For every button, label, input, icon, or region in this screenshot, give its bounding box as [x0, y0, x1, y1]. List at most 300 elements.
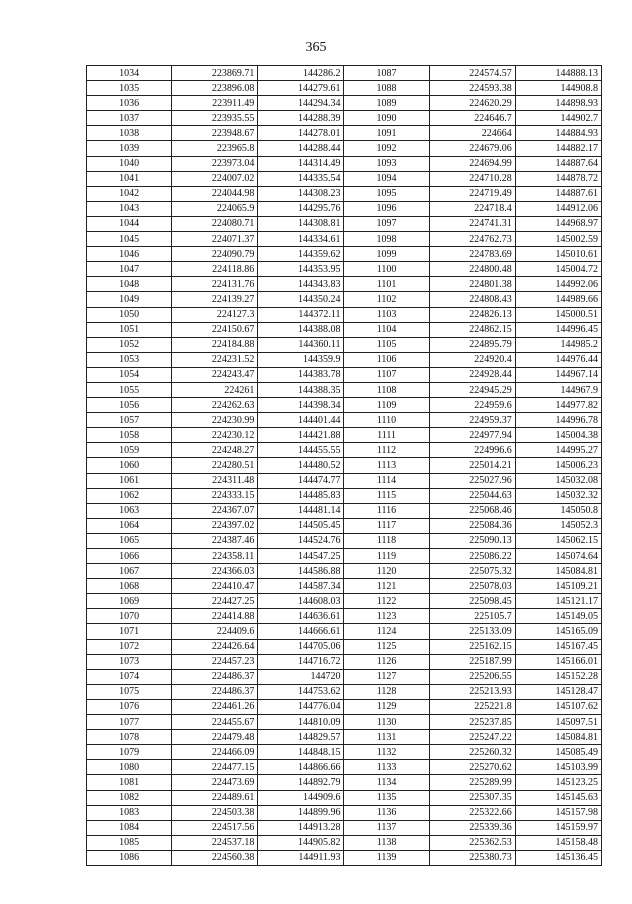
y-coordinate-left-cell: 144288.39	[258, 111, 344, 126]
table-row	[87, 564, 602, 579]
y-coordinate-right-cell: 145010.61	[515, 247, 601, 262]
table-row	[87, 156, 602, 171]
point-number-right-cell: 1134	[344, 775, 429, 790]
x-coordinate-left-cell: 224426.64	[172, 639, 258, 654]
y-coordinate-left-cell: 144720	[258, 669, 344, 684]
point-number-left-cell: 1036	[87, 96, 172, 111]
x-coordinate-left-cell: 224044.98	[172, 186, 258, 201]
table-row	[87, 186, 602, 201]
y-coordinate-left-cell: 144636.61	[258, 609, 344, 624]
y-coordinate-right-cell: 145032.08	[515, 473, 601, 488]
x-coordinate-right-cell: 225044.63	[429, 488, 515, 503]
point-number-left-cell: 1084	[87, 820, 172, 835]
point-number-left-cell: 1049	[87, 292, 172, 307]
table-row	[87, 533, 602, 548]
point-number-left-cell: 1073	[87, 654, 172, 669]
point-number-left-cell: 1070	[87, 609, 172, 624]
point-number-right-cell: 1087	[344, 66, 429, 81]
point-number-left-cell: 1063	[87, 503, 172, 518]
point-number-left-cell: 1052	[87, 337, 172, 352]
y-coordinate-left-cell: 144913.28	[258, 820, 344, 835]
y-coordinate-left-cell: 144334.61	[258, 232, 344, 247]
y-coordinate-left-cell: 144911.93	[258, 850, 344, 865]
point-number-right-cell: 1138	[344, 835, 429, 850]
table-row	[87, 111, 602, 126]
point-number-left-cell: 1081	[87, 775, 172, 790]
x-coordinate-right-cell: 225260.32	[429, 745, 515, 760]
point-number-left-cell: 1048	[87, 277, 172, 292]
point-number-right-cell: 1090	[344, 111, 429, 126]
y-coordinate-right-cell: 144989.66	[515, 292, 601, 307]
table-row	[87, 413, 602, 428]
x-coordinate-right-cell: 224783.69	[429, 247, 515, 262]
x-coordinate-right-cell: 225187.99	[429, 654, 515, 669]
point-number-left-cell: 1034	[87, 66, 172, 81]
y-coordinate-left-cell: 144308.81	[258, 216, 344, 231]
point-number-left-cell: 1044	[87, 216, 172, 231]
x-coordinate-left-cell: 224230.12	[172, 428, 258, 443]
y-coordinate-left-cell: 144899.96	[258, 805, 344, 820]
table-row	[87, 503, 602, 518]
x-coordinate-left-cell: 224486.37	[172, 669, 258, 684]
table-row	[87, 352, 602, 367]
x-coordinate-left-cell: 224262.63	[172, 398, 258, 413]
x-coordinate-left-cell: 224071.37	[172, 232, 258, 247]
y-coordinate-right-cell: 145123.25	[515, 775, 601, 790]
y-coordinate-left-cell: 144905.82	[258, 835, 344, 850]
point-number-left-cell: 1056	[87, 398, 172, 413]
y-coordinate-left-cell: 144398.34	[258, 398, 344, 413]
table-row	[87, 473, 602, 488]
table-row	[87, 307, 602, 322]
point-number-right-cell: 1113	[344, 458, 429, 473]
y-coordinate-left-cell: 144480.52	[258, 458, 344, 473]
point-number-left-cell: 1041	[87, 171, 172, 186]
y-coordinate-right-cell: 145136.45	[515, 850, 601, 865]
y-coordinate-left-cell: 144776.04	[258, 699, 344, 714]
y-coordinate-left-cell: 144278.01	[258, 126, 344, 141]
point-number-right-cell: 1097	[344, 216, 429, 231]
y-coordinate-right-cell: 145004.38	[515, 428, 601, 443]
y-coordinate-left-cell: 144372.11	[258, 307, 344, 322]
y-coordinate-right-cell: 145050.8	[515, 503, 601, 518]
y-coordinate-right-cell: 144884.93	[515, 126, 601, 141]
table-row	[87, 654, 602, 669]
y-coordinate-right-cell: 145084.81	[515, 564, 601, 579]
y-coordinate-right-cell: 145000.51	[515, 307, 601, 322]
point-number-right-cell: 1114	[344, 473, 429, 488]
y-coordinate-left-cell: 144455.55	[258, 443, 344, 458]
y-coordinate-right-cell: 144902.7	[515, 111, 601, 126]
y-coordinate-left-cell: 144401.44	[258, 413, 344, 428]
y-coordinate-right-cell: 144968.97	[515, 216, 601, 231]
table-row	[87, 549, 602, 564]
x-coordinate-left-cell: 224473.69	[172, 775, 258, 790]
point-number-right-cell: 1119	[344, 549, 429, 564]
point-number-left-cell: 1083	[87, 805, 172, 820]
table-row	[87, 277, 602, 292]
point-number-right-cell: 1121	[344, 579, 429, 594]
point-number-right-cell: 1131	[344, 730, 429, 745]
point-number-left-cell: 1046	[87, 247, 172, 262]
x-coordinate-right-cell: 225237.85	[429, 715, 515, 730]
point-number-left-cell: 1054	[87, 367, 172, 382]
x-coordinate-right-cell: 225247.22	[429, 730, 515, 745]
point-number-right-cell: 1126	[344, 654, 429, 669]
y-coordinate-left-cell: 144586.88	[258, 564, 344, 579]
table-row	[87, 201, 602, 216]
x-coordinate-right-cell: 225090.13	[429, 533, 515, 548]
y-coordinate-right-cell: 145074.64	[515, 549, 601, 564]
point-number-left-cell: 1059	[87, 443, 172, 458]
point-number-right-cell: 1093	[344, 156, 429, 171]
point-number-right-cell: 1091	[344, 126, 429, 141]
y-coordinate-left-cell: 144294.34	[258, 96, 344, 111]
y-coordinate-left-cell: 144314.49	[258, 156, 344, 171]
x-coordinate-right-cell: 224620.29	[429, 96, 515, 111]
x-coordinate-right-cell: 224719.49	[429, 186, 515, 201]
x-coordinate-right-cell: 224959.6	[429, 398, 515, 413]
point-number-left-cell: 1066	[87, 549, 172, 564]
x-coordinate-left-cell: 224231.52	[172, 352, 258, 367]
x-coordinate-left-cell: 223935.55	[172, 111, 258, 126]
y-coordinate-right-cell: 144967.14	[515, 367, 601, 382]
x-coordinate-right-cell: 225221.8	[429, 699, 515, 714]
x-coordinate-right-cell: 225105.7	[429, 609, 515, 624]
x-coordinate-left-cell: 224457.23	[172, 654, 258, 669]
x-coordinate-right-cell: 224996.6	[429, 443, 515, 458]
y-coordinate-left-cell: 144288.44	[258, 141, 344, 156]
y-coordinate-left-cell: 144810.09	[258, 715, 344, 730]
x-coordinate-left-cell: 224517.56	[172, 820, 258, 835]
x-coordinate-left-cell: 224479.48	[172, 730, 258, 745]
x-coordinate-right-cell: 225086.22	[429, 549, 515, 564]
y-coordinate-right-cell: 145084.81	[515, 730, 601, 745]
x-coordinate-right-cell: 224800.48	[429, 262, 515, 277]
y-coordinate-left-cell: 144343.83	[258, 277, 344, 292]
table-row	[87, 292, 602, 307]
point-number-left-cell: 1039	[87, 141, 172, 156]
x-coordinate-left-cell: 224427.25	[172, 594, 258, 609]
table-row	[87, 639, 602, 654]
point-number-right-cell: 1108	[344, 382, 429, 397]
y-coordinate-right-cell: 145103.99	[515, 760, 601, 775]
x-coordinate-left-cell: 224461.26	[172, 699, 258, 714]
table-row	[87, 458, 602, 473]
y-coordinate-right-cell: 145158.48	[515, 835, 601, 850]
table-row	[87, 835, 602, 850]
point-number-right-cell: 1112	[344, 443, 429, 458]
x-coordinate-right-cell: 224718.4	[429, 201, 515, 216]
y-coordinate-right-cell: 144996.45	[515, 322, 601, 337]
x-coordinate-left-cell: 223911.49	[172, 96, 258, 111]
x-coordinate-left-cell: 224387.46	[172, 533, 258, 548]
point-number-right-cell: 1098	[344, 232, 429, 247]
x-coordinate-right-cell: 224895.79	[429, 337, 515, 352]
table-row	[87, 488, 602, 503]
table-row	[87, 775, 602, 790]
point-number-left-cell: 1080	[87, 760, 172, 775]
point-number-left-cell: 1060	[87, 458, 172, 473]
point-number-right-cell: 1110	[344, 413, 429, 428]
y-coordinate-left-cell: 144705.06	[258, 639, 344, 654]
y-coordinate-left-cell: 144909.6	[258, 790, 344, 805]
point-number-left-cell: 1055	[87, 382, 172, 397]
y-coordinate-right-cell: 144967.9	[515, 382, 601, 397]
x-coordinate-right-cell: 224694.99	[429, 156, 515, 171]
x-coordinate-right-cell: 225075.32	[429, 564, 515, 579]
point-number-right-cell: 1095	[344, 186, 429, 201]
y-coordinate-left-cell: 144335.54	[258, 171, 344, 186]
y-coordinate-right-cell: 145085.49	[515, 745, 601, 760]
x-coordinate-left-cell: 224127.3	[172, 307, 258, 322]
point-number-left-cell: 1079	[87, 745, 172, 760]
y-coordinate-right-cell: 145166.01	[515, 654, 601, 669]
point-number-right-cell: 1107	[344, 367, 429, 382]
x-coordinate-left-cell: 224397.02	[172, 518, 258, 533]
y-coordinate-left-cell: 144359.9	[258, 352, 344, 367]
x-coordinate-right-cell: 224977.94	[429, 428, 515, 443]
x-coordinate-left-cell: 224333.15	[172, 488, 258, 503]
y-coordinate-right-cell: 145002.59	[515, 232, 601, 247]
y-coordinate-right-cell: 144995.27	[515, 443, 601, 458]
x-coordinate-left-cell: 223973.04	[172, 156, 258, 171]
x-coordinate-left-cell: 224489.61	[172, 790, 258, 805]
x-coordinate-left-cell: 224409.6	[172, 624, 258, 639]
y-coordinate-right-cell: 144908.8	[515, 81, 601, 96]
table-row	[87, 699, 602, 714]
table-row	[87, 715, 602, 730]
y-coordinate-left-cell: 144350.24	[258, 292, 344, 307]
point-number-left-cell: 1057	[87, 413, 172, 428]
y-coordinate-right-cell: 145128.47	[515, 684, 601, 699]
x-coordinate-left-cell: 223965.8	[172, 141, 258, 156]
point-number-right-cell: 1132	[344, 745, 429, 760]
y-coordinate-right-cell: 144887.61	[515, 186, 601, 201]
x-coordinate-left-cell: 223948.67	[172, 126, 258, 141]
point-number-right-cell: 1099	[344, 247, 429, 262]
point-number-left-cell: 1064	[87, 518, 172, 533]
y-coordinate-left-cell: 144608.03	[258, 594, 344, 609]
table-row	[87, 579, 602, 594]
table-row	[87, 730, 602, 745]
point-number-left-cell: 1074	[87, 669, 172, 684]
table-row	[87, 624, 602, 639]
x-coordinate-right-cell: 224593.38	[429, 81, 515, 96]
x-coordinate-left-cell: 224080.71	[172, 216, 258, 231]
x-coordinate-right-cell: 225027.96	[429, 473, 515, 488]
point-number-left-cell: 1035	[87, 81, 172, 96]
y-coordinate-right-cell: 144996.78	[515, 413, 601, 428]
x-coordinate-left-cell: 224410.47	[172, 579, 258, 594]
point-number-left-cell: 1037	[87, 111, 172, 126]
table-row	[87, 760, 602, 775]
y-coordinate-left-cell: 144485.83	[258, 488, 344, 503]
point-number-right-cell: 1092	[344, 141, 429, 156]
x-coordinate-left-cell: 224311.48	[172, 473, 258, 488]
x-coordinate-right-cell: 225098.45	[429, 594, 515, 609]
y-coordinate-right-cell: 144887.64	[515, 156, 601, 171]
x-coordinate-right-cell: 224928.44	[429, 367, 515, 382]
table-row	[87, 247, 602, 262]
table-row	[87, 518, 602, 533]
y-coordinate-left-cell: 144295.76	[258, 201, 344, 216]
x-coordinate-right-cell: 225133.09	[429, 624, 515, 639]
point-number-right-cell: 1130	[344, 715, 429, 730]
table-row	[87, 669, 602, 684]
point-number-left-cell: 1076	[87, 699, 172, 714]
x-coordinate-left-cell: 223896.08	[172, 81, 258, 96]
point-number-right-cell: 1125	[344, 639, 429, 654]
point-number-left-cell: 1051	[87, 322, 172, 337]
table-row	[87, 322, 602, 337]
point-number-left-cell: 1040	[87, 156, 172, 171]
table-row	[87, 96, 602, 111]
x-coordinate-left-cell: 224230.99	[172, 413, 258, 428]
point-number-left-cell: 1075	[87, 684, 172, 699]
table-row	[87, 428, 602, 443]
x-coordinate-left-cell: 224131.76	[172, 277, 258, 292]
x-coordinate-left-cell: 224243.47	[172, 367, 258, 382]
x-coordinate-right-cell: 224741.31	[429, 216, 515, 231]
table-row	[87, 805, 602, 820]
y-coordinate-right-cell: 144882.17	[515, 141, 601, 156]
point-number-right-cell: 1128	[344, 684, 429, 699]
table-row	[87, 262, 602, 277]
point-number-right-cell: 1096	[344, 201, 429, 216]
table-row	[87, 171, 602, 186]
x-coordinate-right-cell: 225289.99	[429, 775, 515, 790]
point-number-left-cell: 1061	[87, 473, 172, 488]
y-coordinate-right-cell: 145109.21	[515, 579, 601, 594]
y-coordinate-left-cell: 144286.2	[258, 66, 344, 81]
y-coordinate-left-cell: 144308.23	[258, 186, 344, 201]
x-coordinate-left-cell: 224477.15	[172, 760, 258, 775]
x-coordinate-left-cell: 224537.18	[172, 835, 258, 850]
x-coordinate-right-cell: 225362.53	[429, 835, 515, 850]
point-number-right-cell: 1100	[344, 262, 429, 277]
y-coordinate-right-cell: 144977.82	[515, 398, 601, 413]
x-coordinate-right-cell: 224862.15	[429, 322, 515, 337]
y-coordinate-right-cell: 145165.09	[515, 624, 601, 639]
table-row	[87, 337, 602, 352]
table-row	[87, 594, 602, 609]
y-coordinate-right-cell: 145157.98	[515, 805, 601, 820]
y-coordinate-right-cell: 145152.28	[515, 669, 601, 684]
point-number-left-cell: 1045	[87, 232, 172, 247]
point-number-right-cell: 1135	[344, 790, 429, 805]
y-coordinate-left-cell: 144353.95	[258, 262, 344, 277]
point-number-right-cell: 1117	[344, 518, 429, 533]
x-coordinate-right-cell: 225307.35	[429, 790, 515, 805]
x-coordinate-left-cell: 224007.02	[172, 171, 258, 186]
point-number-right-cell: 1118	[344, 533, 429, 548]
table-row	[87, 81, 602, 96]
y-coordinate-left-cell: 144481.14	[258, 503, 344, 518]
table-row	[87, 443, 602, 458]
y-coordinate-left-cell: 144829.57	[258, 730, 344, 745]
point-number-left-cell: 1069	[87, 594, 172, 609]
point-number-left-cell: 1043	[87, 201, 172, 216]
x-coordinate-left-cell: 224414.88	[172, 609, 258, 624]
point-number-right-cell: 1109	[344, 398, 429, 413]
point-number-right-cell: 1133	[344, 760, 429, 775]
y-coordinate-right-cell: 144878.72	[515, 171, 601, 186]
y-coordinate-left-cell: 144716.72	[258, 654, 344, 669]
table-row	[87, 850, 602, 865]
point-number-right-cell: 1089	[344, 96, 429, 111]
y-coordinate-left-cell: 144388.35	[258, 382, 344, 397]
y-coordinate-left-cell: 144753.62	[258, 684, 344, 699]
point-number-left-cell: 1038	[87, 126, 172, 141]
y-coordinate-right-cell: 145032.32	[515, 488, 601, 503]
x-coordinate-right-cell: 225206.55	[429, 669, 515, 684]
x-coordinate-left-cell: 224486.37	[172, 684, 258, 699]
point-number-left-cell: 1068	[87, 579, 172, 594]
point-number-right-cell: 1123	[344, 609, 429, 624]
table-row	[87, 398, 602, 413]
table-row	[87, 609, 602, 624]
coordinates-table	[86, 65, 602, 866]
x-coordinate-right-cell: 224826.13	[429, 307, 515, 322]
y-coordinate-right-cell: 144992.06	[515, 277, 601, 292]
x-coordinate-left-cell: 224560.38	[172, 850, 258, 865]
point-number-left-cell: 1062	[87, 488, 172, 503]
table-row	[87, 232, 602, 247]
point-number-right-cell: 1127	[344, 669, 429, 684]
y-coordinate-right-cell: 144976.44	[515, 352, 601, 367]
x-coordinate-left-cell: 224280.51	[172, 458, 258, 473]
point-number-left-cell: 1058	[87, 428, 172, 443]
x-coordinate-left-cell: 224358.11	[172, 549, 258, 564]
point-number-right-cell: 1136	[344, 805, 429, 820]
y-coordinate-right-cell: 145052.3	[515, 518, 601, 533]
point-number-left-cell: 1050	[87, 307, 172, 322]
x-coordinate-left-cell: 224261	[172, 382, 258, 397]
x-coordinate-right-cell: 224959.37	[429, 413, 515, 428]
point-number-right-cell: 1094	[344, 171, 429, 186]
point-number-left-cell: 1072	[87, 639, 172, 654]
x-coordinate-right-cell: 224801.38	[429, 277, 515, 292]
point-number-right-cell: 1137	[344, 820, 429, 835]
y-coordinate-left-cell: 144421.88	[258, 428, 344, 443]
x-coordinate-right-cell: 224762.73	[429, 232, 515, 247]
x-coordinate-right-cell: 224646.7	[429, 111, 515, 126]
x-coordinate-left-cell: 224184.88	[172, 337, 258, 352]
y-coordinate-right-cell: 145121.17	[515, 594, 601, 609]
x-coordinate-right-cell: 224679.06	[429, 141, 515, 156]
x-coordinate-left-cell: 223869.71	[172, 66, 258, 81]
table-row	[87, 216, 602, 231]
y-coordinate-left-cell: 144474.77	[258, 473, 344, 488]
x-coordinate-right-cell: 224710.28	[429, 171, 515, 186]
y-coordinate-left-cell: 144866.66	[258, 760, 344, 775]
x-coordinate-right-cell: 225380.73	[429, 850, 515, 865]
y-coordinate-left-cell: 144505.45	[258, 518, 344, 533]
y-coordinate-right-cell: 145062.15	[515, 533, 601, 548]
x-coordinate-right-cell: 224945.29	[429, 382, 515, 397]
x-coordinate-right-cell: 225322.66	[429, 805, 515, 820]
point-number-left-cell: 1085	[87, 835, 172, 850]
x-coordinate-right-cell: 225084.36	[429, 518, 515, 533]
y-coordinate-right-cell: 145145.63	[515, 790, 601, 805]
point-number-right-cell: 1122	[344, 594, 429, 609]
point-number-left-cell: 1065	[87, 533, 172, 548]
point-number-right-cell: 1129	[344, 699, 429, 714]
x-coordinate-left-cell: 224065.9	[172, 201, 258, 216]
table-row	[87, 66, 602, 81]
point-number-right-cell: 1116	[344, 503, 429, 518]
